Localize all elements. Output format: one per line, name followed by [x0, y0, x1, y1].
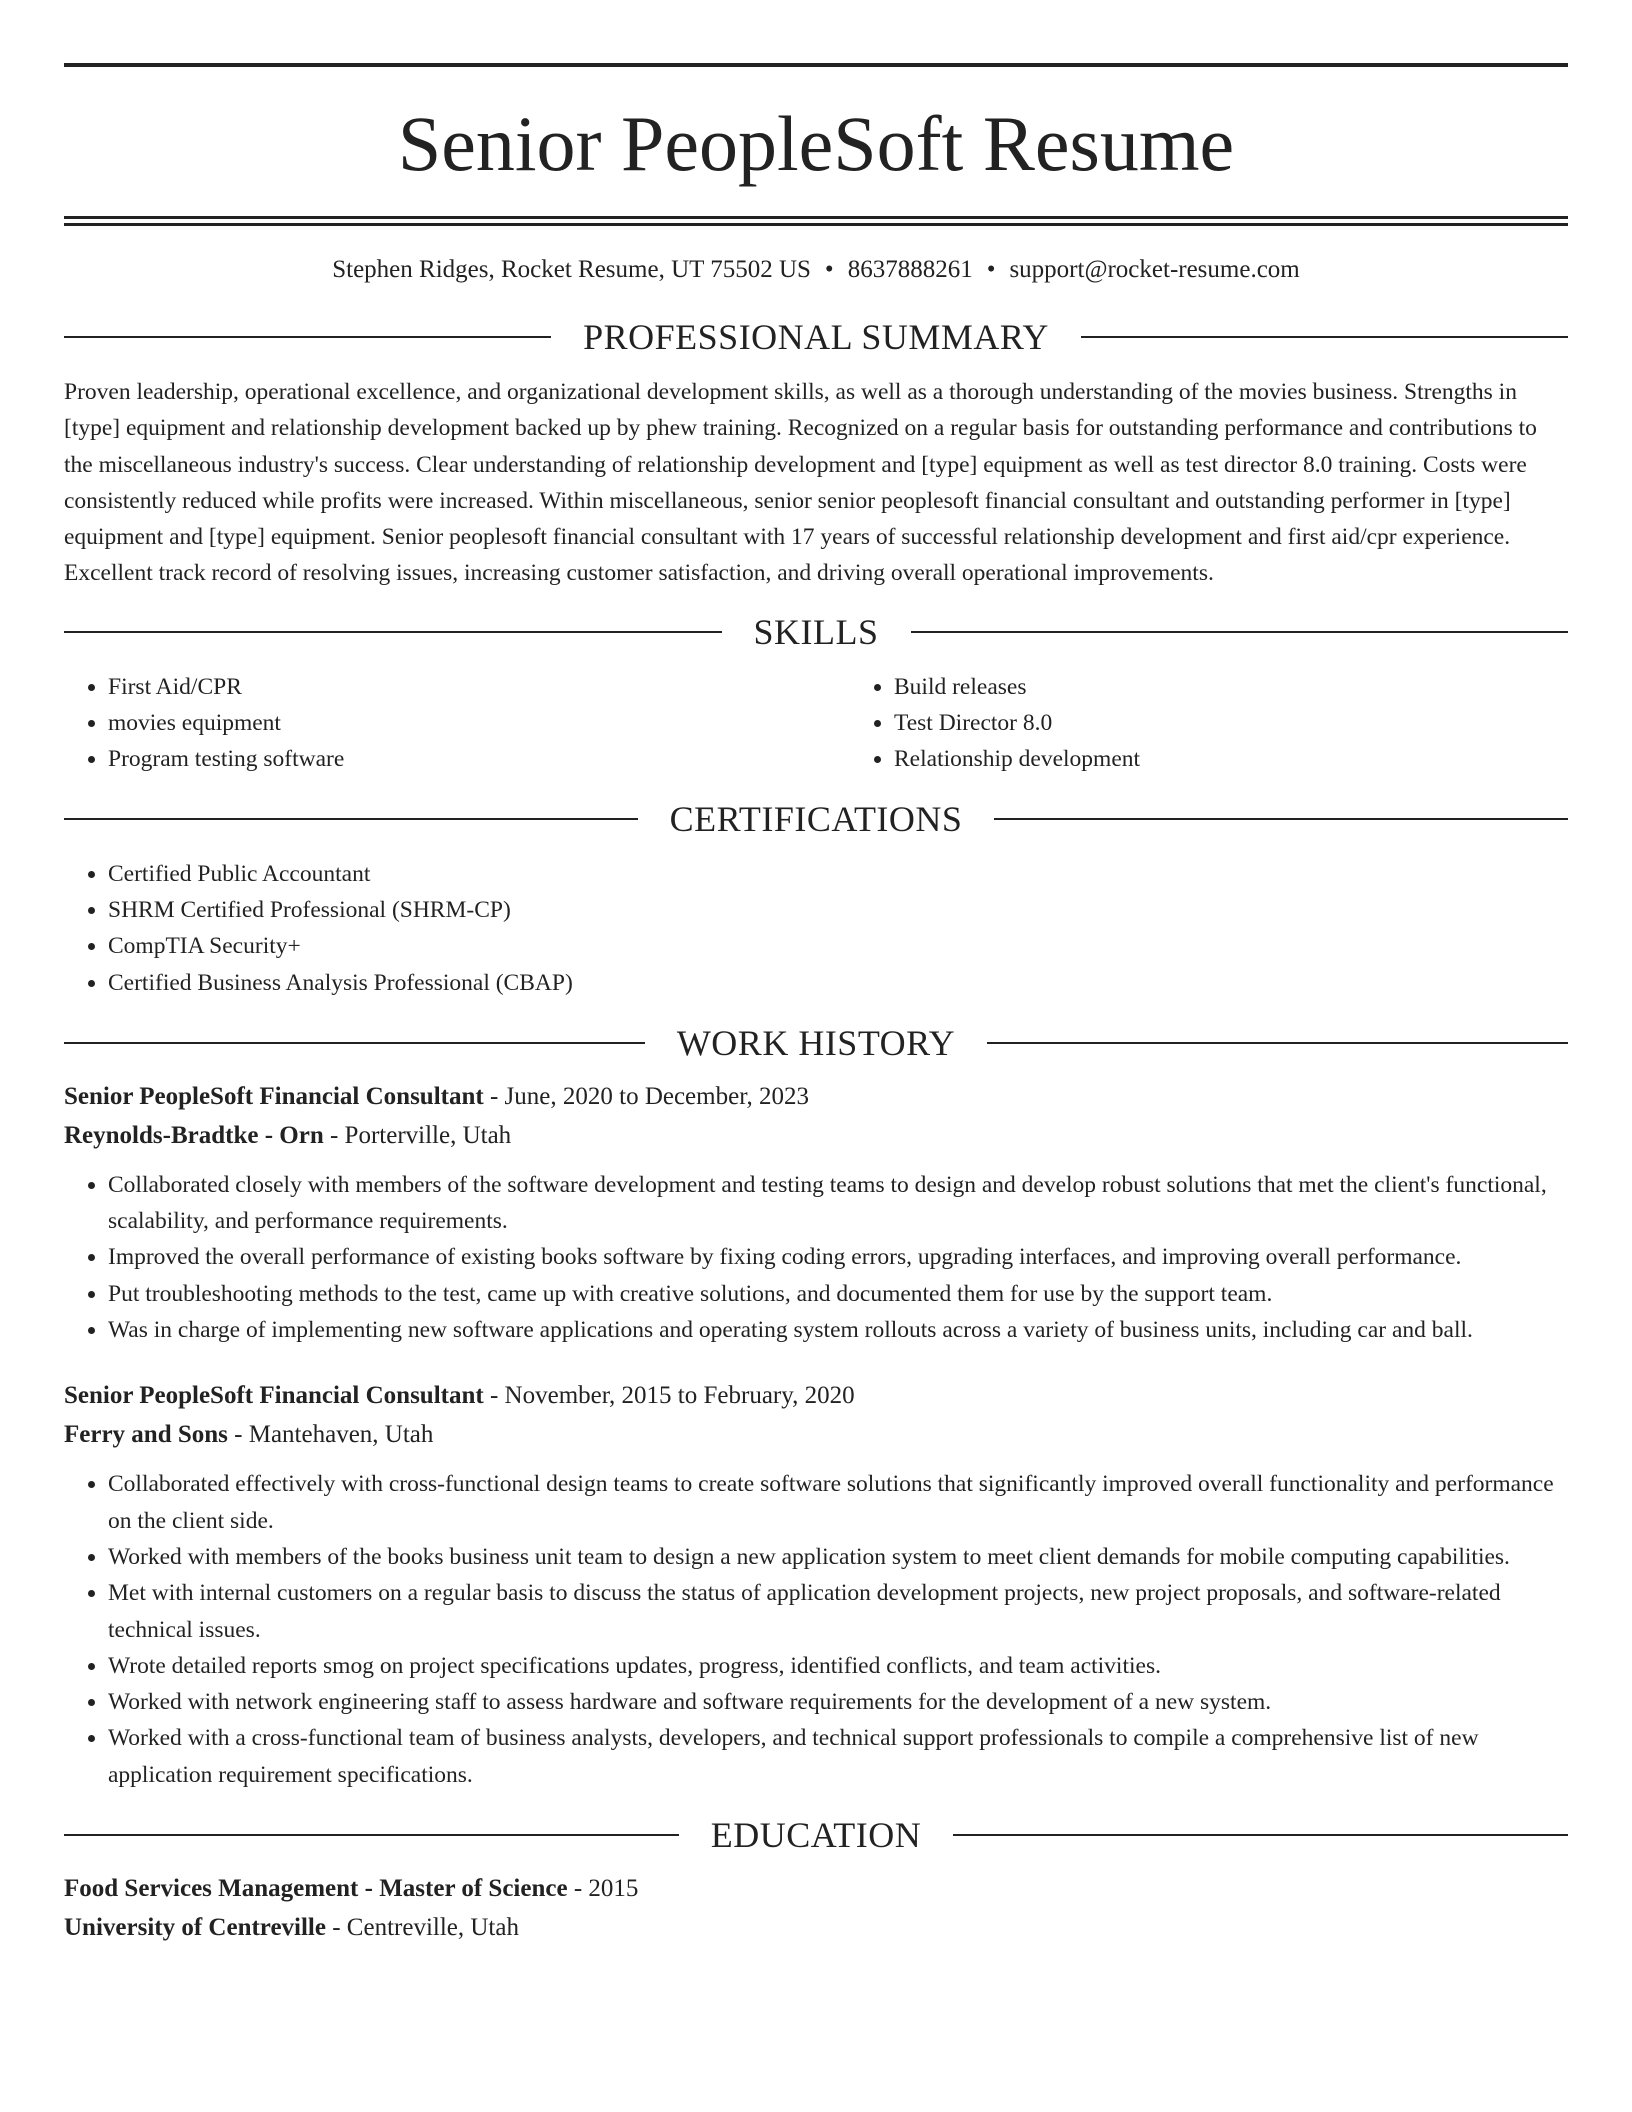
job-bullet: • Collaborated closely with members of the software development and testing teams to design and develop robust solutions that met the client's functional, scalability, and performance requirements.: [108, 1167, 1568, 1240]
degree-year: - 2015: [567, 1875, 639, 1903]
certification-item: • Certified Public Accountant: [108, 856, 1568, 892]
skill-item: • movies equipment: [108, 705, 850, 741]
contact-line: [64, 254, 1568, 286]
summary-heading: [64, 315, 1568, 359]
section-title: SKILLS: [753, 611, 879, 652]
education-entry: [64, 1869, 1568, 1947]
job-company-line: [64, 1116, 1568, 1155]
school-name: University of Centreville: [64, 1914, 326, 1942]
skill-item: • First Aid/CPR: [108, 669, 850, 705]
skill-item: • Relationship development: [894, 741, 1632, 777]
job-bullet: • Worked with a cross-functional team of business analysts, developers, and technical support professionals to compile a comprehensive list of new application requirement specifications.: [108, 1720, 1568, 1793]
section-title: PROFESSIONAL SUMMARY: [583, 317, 1049, 357]
heading-rule: [987, 1042, 1568, 1044]
job-dates: - June, 2020 to December, 2023: [483, 1082, 810, 1110]
skill-item: • Test Director 8.0: [894, 705, 1632, 741]
job-entry: [64, 1077, 1568, 1348]
job-dates: - November, 2015 to February, 2020: [483, 1382, 855, 1410]
skills-list: [64, 669, 1568, 778]
contact-separator: •: [986, 256, 996, 283]
title-double-rule: [64, 216, 1568, 226]
job-bullet: • Put troubleshooting methods to the test, came up with creative solutions, and documented them for use by the support team.: [108, 1276, 1568, 1312]
degree-line: [64, 1869, 1568, 1908]
top-rule: [64, 63, 1568, 67]
skill-item: • Build releases: [894, 669, 1632, 705]
job-bullet: • Worked with members of the books business unit team to design a new application system to meet client demands for mobile computing capabilities.: [108, 1539, 1568, 1575]
degree-name: Food Services Management - Master of Science: [64, 1875, 568, 1903]
certifications-list: [64, 856, 1568, 1001]
heading-rule: [64, 631, 722, 633]
heading-rule: [953, 1834, 1568, 1836]
heading-rule: [64, 336, 551, 338]
job-bullet: • Improved the overall performance of existing books software by fixing coding errors, upgrading interfaces, and improving overall performance.: [108, 1239, 1568, 1275]
job-title-line: [64, 1077, 1568, 1116]
job-title-line: [64, 1376, 1568, 1415]
heading-rule: [64, 1834, 679, 1836]
job-bullet: • Collaborated effectively with cross-functional design teams to create software solutions that significantly improved overall functionality and performance on the client side.: [108, 1466, 1568, 1539]
education-heading: [64, 1813, 1568, 1857]
job-bullet: • Was in charge of implementing new software applications and operating system rollouts across a variety of business units, including car and ball.: [108, 1312, 1568, 1348]
certifications-heading: [64, 797, 1568, 841]
heading-rule: [64, 1042, 645, 1044]
skill-item: • Program testing software: [108, 741, 850, 777]
contact-email: support@rocket-resume.com: [1009, 256, 1300, 283]
job-bullet: • Met with internal customers on a regular basis to discuss the status of application development projects, new project proposals, and software-related technical issues.: [108, 1575, 1568, 1648]
section-title: CERTIFICATIONS: [669, 798, 963, 839]
job-company: Ferry and Sons: [64, 1421, 228, 1449]
job-company-line: [64, 1415, 1568, 1454]
section-title: EDUCATION: [710, 1815, 922, 1856]
work-history-heading: [64, 1021, 1568, 1065]
section-title: WORK HISTORY: [676, 1022, 956, 1063]
page-title: Senior PeopleSoft Resume: [397, 100, 1235, 187]
job-location: - Mantehaven, Utah: [227, 1421, 434, 1449]
job-company: Reynolds-Bradtke - Orn: [64, 1121, 324, 1149]
job-location: - Porterville, Utah: [323, 1121, 512, 1149]
contact-address: Stephen Ridges, Rocket Resume, UT 75502 US: [332, 256, 811, 283]
job-bullet: • Worked with network engineering staff to assess hardware and software requirements for the development of a new system.: [108, 1684, 1568, 1720]
job-bullets: [64, 1466, 1568, 1793]
certification-item: • SHRM Certified Professional (SHRM-CP): [108, 892, 1568, 928]
contact-separator: •: [824, 256, 834, 283]
certification-item: • Certified Business Analysis Professional (CBAP): [108, 965, 1568, 1001]
heading-rule: [994, 818, 1568, 820]
job-bullets: [64, 1167, 1568, 1348]
school-location: - Centreville, Utah: [325, 1914, 519, 1942]
skills-column-left: [64, 669, 850, 778]
resume-page: [64, 0, 1568, 1947]
skills-column-right: [850, 669, 1632, 778]
heading-rule: [1081, 336, 1568, 338]
certification-item: • CompTIA Security+: [108, 928, 1568, 964]
heading-rule: [64, 818, 638, 820]
contact-phone: 8637888261: [847, 256, 973, 283]
job-title: Senior PeopleSoft Financial Consultant: [64, 1382, 484, 1410]
job-title: Senior PeopleSoft Financial Consultant: [64, 1082, 484, 1110]
summary-text: Proven leadership, operational excellence, and organizational development skills, as well as a thorough understanding of the movies business. Strengths in [type] equipment and relationship development backed up by phew training. Recognized on a regular basis for outstanding performance and contributions to the miscellaneous industry's success. Clear understanding of relationship development and [type] equipment as well as test director 8.0 training. Costs were consistently reduced while profits were increased. Within miscellaneous, senior senior peoplesoft financial consultant and outstanding performer in [type] equipment and [type] equipment. Senior peoplesoft financial consultant with 17 years of successful relationship development and first aid/cpr experience. Excellent track record of resolving issues, increasing customer satisfaction, and driving overall operational improvements.: [64, 379, 1537, 587]
heading-rule: [911, 631, 1569, 633]
job-bullet: • Wrote detailed reports smog on project specifications updates, progress, identified conflicts, and team activities.: [108, 1648, 1568, 1684]
skills-heading: [64, 610, 1568, 654]
school-line: [64, 1908, 1568, 1947]
job-entry: [64, 1376, 1568, 1793]
